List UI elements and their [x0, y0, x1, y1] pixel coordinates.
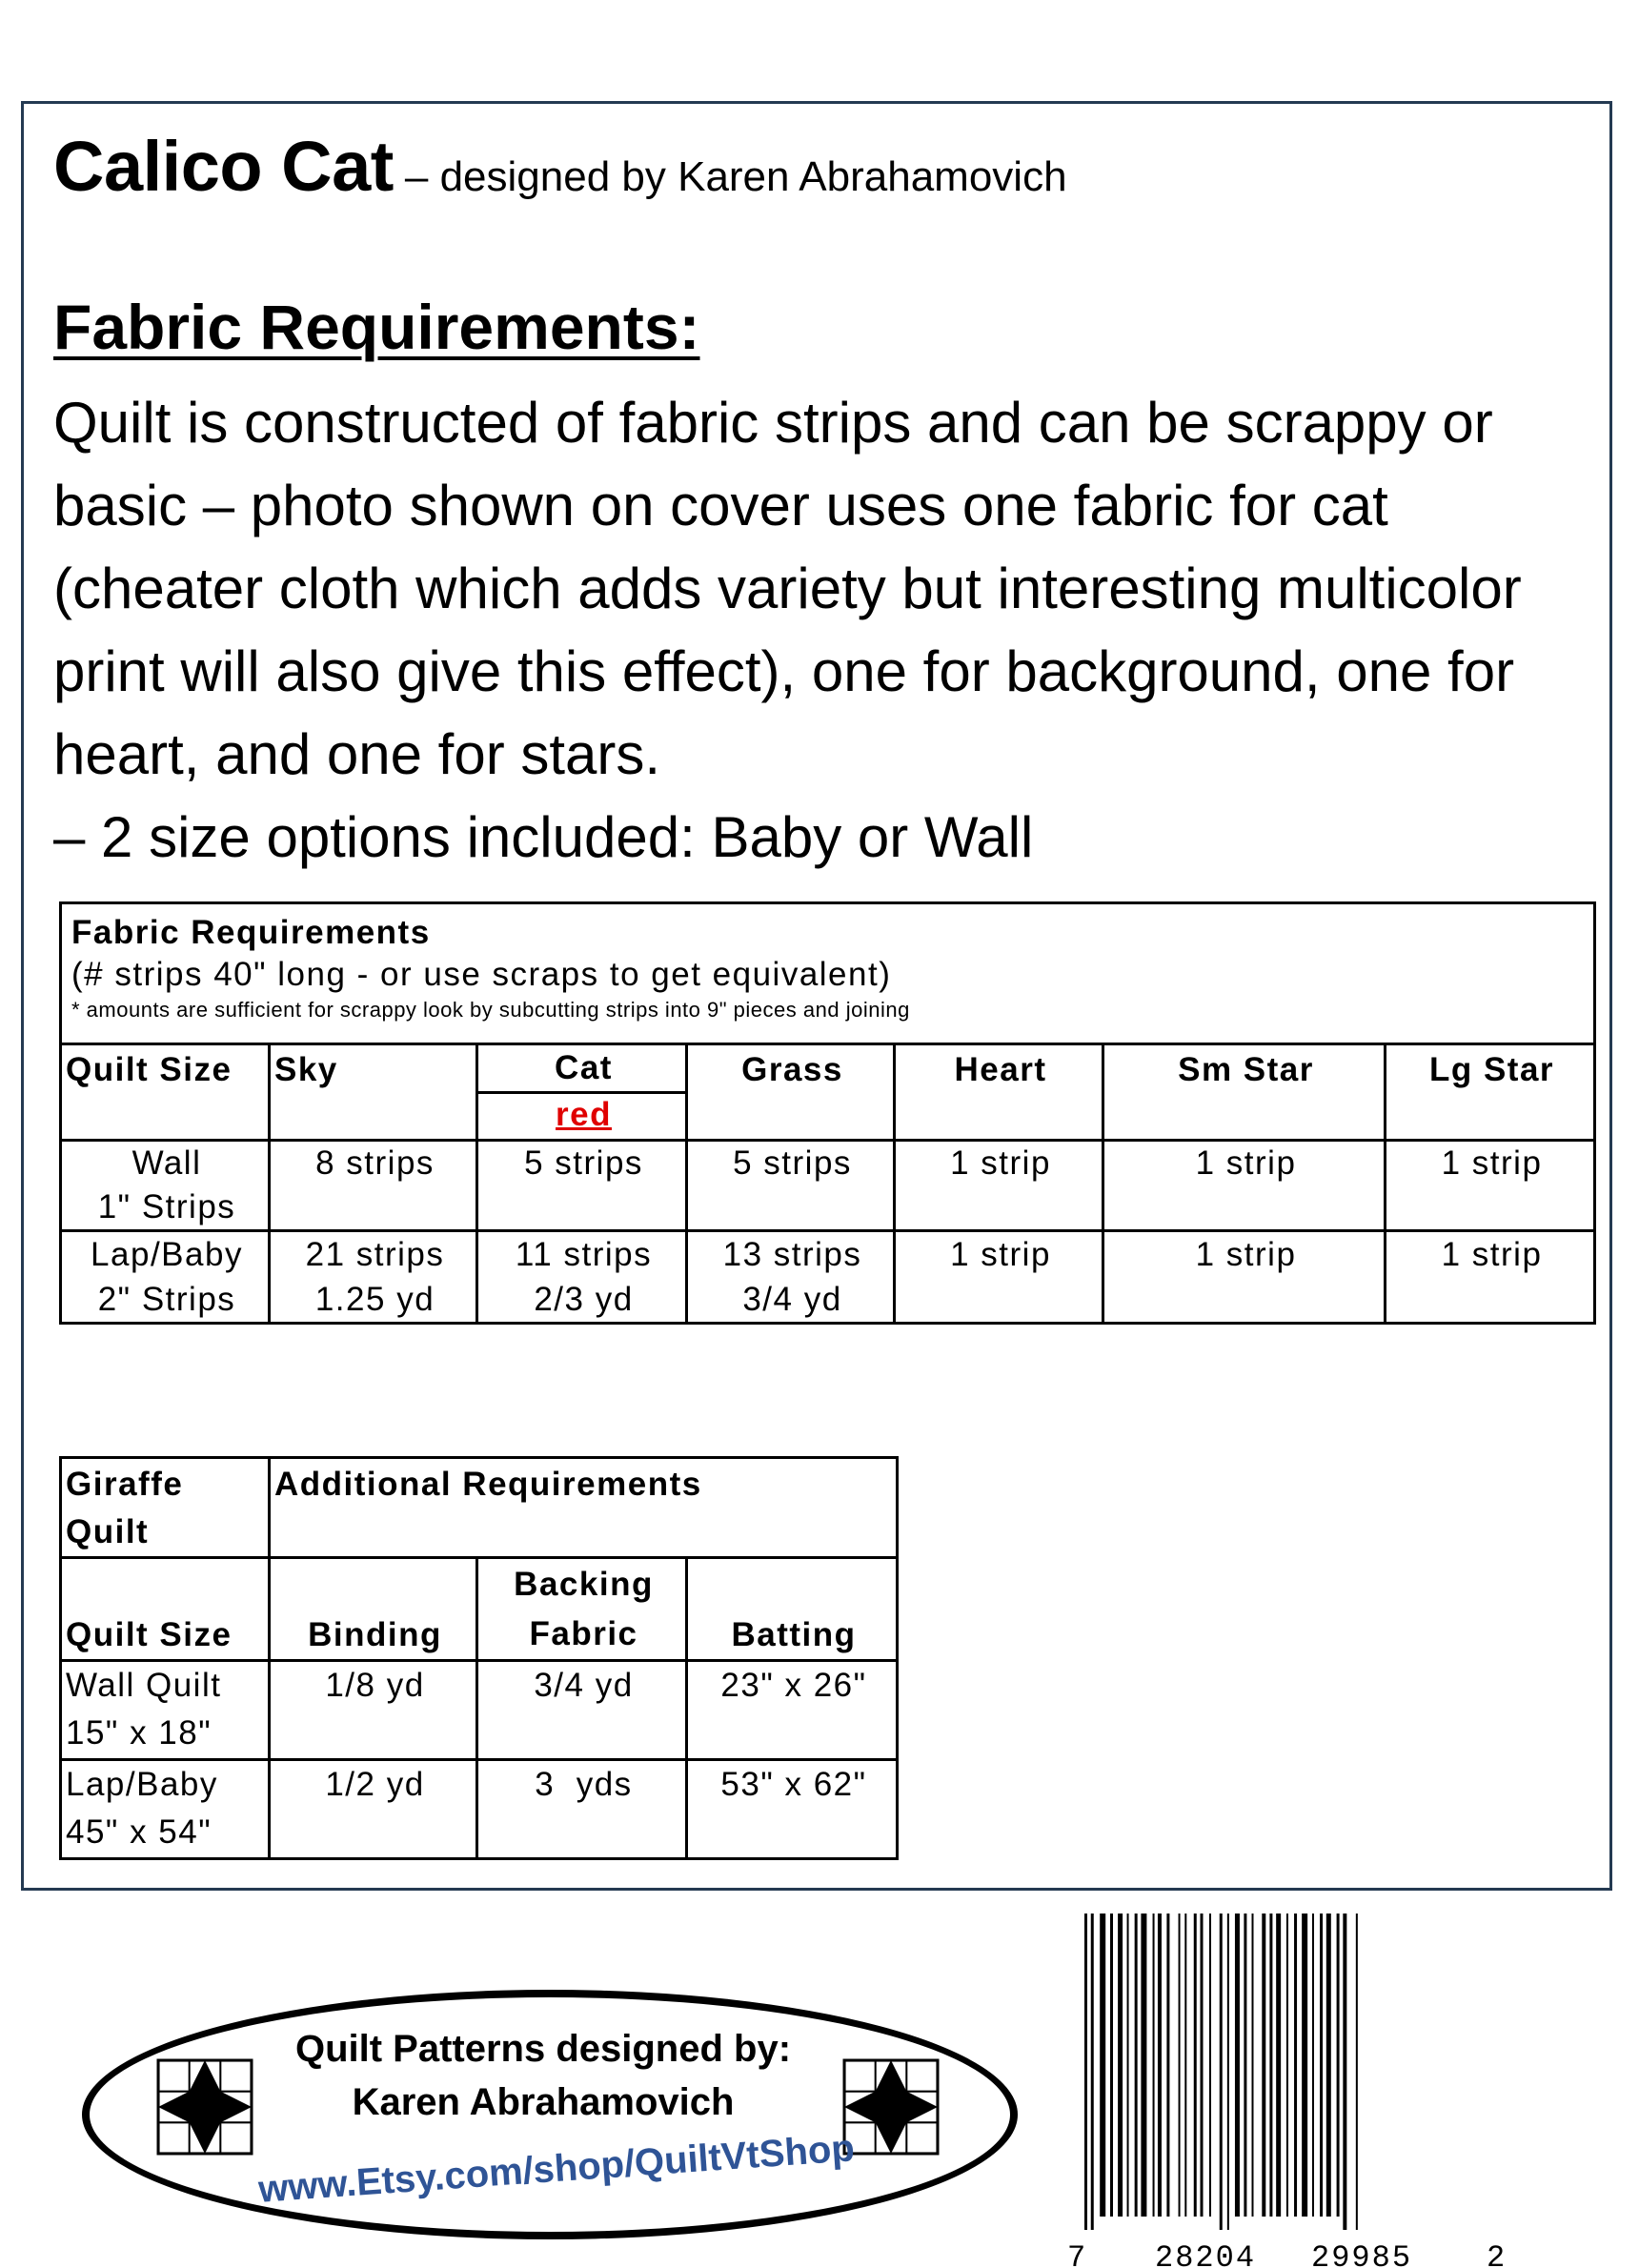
barcode-digit-first: 7 [1067, 2240, 1086, 2268]
barcode-bar [1262, 1914, 1265, 2217]
size-cell [61, 1141, 270, 1231]
grass-line1: 13 strips [722, 1236, 862, 1273]
barcode-bar [1209, 1914, 1211, 2217]
barcode-bar [1091, 1914, 1094, 2230]
size-line2: 15" x 18" [66, 1714, 212, 1752]
barcode-bar [1312, 1914, 1314, 2217]
heart-cell: 1 strip [895, 1141, 1103, 1231]
description-text: Quilt is constructed of fabric strips and can be scrappy or basic – photo shown on cover uses one fabric for cat (cheater cloth which adds variety but interesting multicolor print will also give this effect), one for background, one for heart, and one for stars. [53, 391, 1522, 786]
size-line1: Wall Quilt [66, 1667, 222, 1704]
barcode-bar [1179, 1914, 1181, 2217]
barcode-digit-last: 2 [1487, 2240, 1506, 2268]
sm-star-cell: 1 strip [1103, 1141, 1386, 1231]
heart-cell: 1 strip [895, 1231, 1103, 1324]
table-subtitle: (# strips 40" long - or use scraps to get equivalent) [71, 956, 892, 993]
size-line1: Lap/Baby [66, 1766, 218, 1803]
pattern-title: Calico Cat [53, 127, 394, 206]
barcode-bar [1356, 1914, 1358, 2230]
size-options-text: – 2 size options included: Baby or Wall [53, 805, 1034, 869]
barcode-bar [1127, 1914, 1129, 2217]
table-title-cell [61, 903, 1595, 1044]
table-title: Fabric Requirements [71, 914, 431, 951]
title-line [53, 126, 1067, 207]
col-header-backing [477, 1558, 687, 1661]
backing-line2: Fabric [529, 1615, 638, 1652]
size-line1: Lap/Baby [91, 1236, 243, 1273]
barcode-bar [1166, 1914, 1169, 2217]
grass-cell [687, 1231, 895, 1324]
col-header-binding: Binding [270, 1558, 477, 1661]
col-header-sky: Sky [270, 1044, 477, 1141]
logo-line2: Karen Abrahamovich [352, 2081, 735, 2123]
sm-star-cell: 1 strip [1103, 1231, 1386, 1324]
additional-header-row [61, 1558, 898, 1661]
table-note: * amounts are sufficient for scrappy look by subcutting strips into 9" pieces and joining [71, 998, 910, 1022]
size-cell [61, 1760, 270, 1859]
barcode-bar [1302, 1914, 1307, 2217]
barcode-bar [1100, 1914, 1105, 2217]
barcode-bar [1286, 1914, 1288, 2217]
size-line2: 2" Strips [97, 1281, 236, 1318]
barcode-bar [1244, 1914, 1246, 2217]
barcode-bar [1110, 1914, 1113, 2217]
cat-line1: 5 strips [524, 1144, 643, 1182]
binding-cell: 1/2 yd [270, 1760, 477, 1859]
sky-line1: 21 strips [305, 1236, 445, 1273]
barcode-bar [1320, 1914, 1323, 2217]
star-quilt-block-icon [156, 2058, 253, 2156]
barcode-bar [1158, 1914, 1162, 2217]
lg-star-cell: 1 strip [1386, 1141, 1595, 1231]
size-line2: 45" x 54" [66, 1813, 212, 1851]
sky-cell [270, 1141, 477, 1231]
size-line2: 1" Strips [97, 1188, 236, 1225]
fabric-requirements-table [59, 901, 1596, 1325]
barcode-bar [1084, 1914, 1087, 2230]
size-cell [61, 1231, 270, 1324]
backing-cell: 3/4 yd [477, 1661, 687, 1760]
logo-line1: Quilt Patterns designed by: [294, 2028, 792, 2070]
col-header-lg-star: Lg Star [1386, 1044, 1595, 1141]
corner-line2: Quilt [66, 1513, 150, 1550]
backing-line1: Backing [514, 1566, 654, 1603]
corner-line1: Giraffe [66, 1466, 184, 1503]
col-header-cat: Cat [477, 1044, 687, 1093]
size-cell [61, 1661, 270, 1760]
cat-line1: 11 strips [515, 1236, 653, 1273]
table-row [61, 1231, 1595, 1324]
barcode-bar [1184, 1914, 1186, 2217]
barcode-bar [1135, 1914, 1138, 2217]
batting-cell: 23" x 26" [687, 1661, 898, 1760]
barcode-bar [1269, 1914, 1272, 2217]
barcode-bar [1227, 1914, 1229, 2230]
barcode-bar [1118, 1914, 1123, 2217]
barcode-group2: 29985 [1311, 2240, 1413, 2268]
barcode-bar [1343, 1914, 1346, 2230]
lg-star-cell: 1 strip [1386, 1231, 1595, 1324]
grass-line2: 3/4 yd [742, 1281, 842, 1318]
table-row [61, 1661, 898, 1760]
barcode-bar [1235, 1914, 1240, 2217]
sky-cell [270, 1231, 477, 1324]
barcode-group1: 28204 [1155, 2240, 1257, 2268]
barcode [1067, 1914, 1525, 2268]
sky-line2: 1.25 yd [314, 1281, 435, 1318]
barcode-bar [1276, 1914, 1281, 2217]
binding-cell: 1/8 yd [270, 1661, 477, 1760]
additional-title-row [61, 1458, 898, 1558]
barcode-bar [1326, 1914, 1331, 2217]
grass-cell [687, 1141, 895, 1231]
fabric-requirements-heading: Fabric Requirements: [53, 292, 700, 362]
cat-line2: 2/3 yd [534, 1281, 634, 1318]
batting-cell: 53" x 62" [687, 1760, 898, 1859]
table-row [61, 1760, 898, 1859]
barcode-bar [1153, 1914, 1155, 2217]
barcode-bar [1252, 1914, 1254, 2217]
size-line1: Wall [132, 1144, 202, 1182]
col-header-sm-star: Sm Star [1103, 1044, 1386, 1141]
backing-cell: 3 yds [477, 1760, 687, 1859]
additional-title: Additional Requirements [270, 1458, 898, 1558]
shop-url-link[interactable]: www.Etsy.com/shop/QuiltVtShop [256, 2127, 857, 2211]
col-header-quilt-size: Quilt Size [61, 1044, 270, 1141]
cat-cell [477, 1231, 687, 1324]
col-header-heart: Heart [895, 1044, 1103, 1141]
barcode-bar [1194, 1914, 1197, 2217]
table-header-row [61, 1044, 1595, 1093]
grass-line1: 5 strips [733, 1144, 852, 1182]
cat-color-cell [477, 1093, 687, 1141]
barcode-bars [1084, 1914, 1358, 2230]
cat-color-label: red [556, 1096, 612, 1133]
barcode-bar [1220, 1914, 1223, 2230]
barcode-bar [1294, 1914, 1297, 2217]
col-header-quilt-size: Quilt Size [61, 1558, 270, 1661]
additional-requirements-table [59, 1456, 899, 1860]
table-row [61, 1141, 1595, 1231]
col-header-grass: Grass [687, 1044, 895, 1141]
corner-cell [61, 1458, 270, 1558]
barcode-bar [1337, 1914, 1340, 2217]
table-title-row [61, 903, 1595, 1044]
barcode-bar [1141, 1914, 1146, 2217]
designer-credit: – designed by Karen Abrahamovich [404, 153, 1067, 200]
description [53, 381, 1578, 879]
cat-cell [477, 1141, 687, 1231]
sky-line1: 8 strips [315, 1144, 435, 1182]
col-header-batting: Batting [687, 1558, 898, 1661]
barcode-bar [1201, 1914, 1204, 2217]
